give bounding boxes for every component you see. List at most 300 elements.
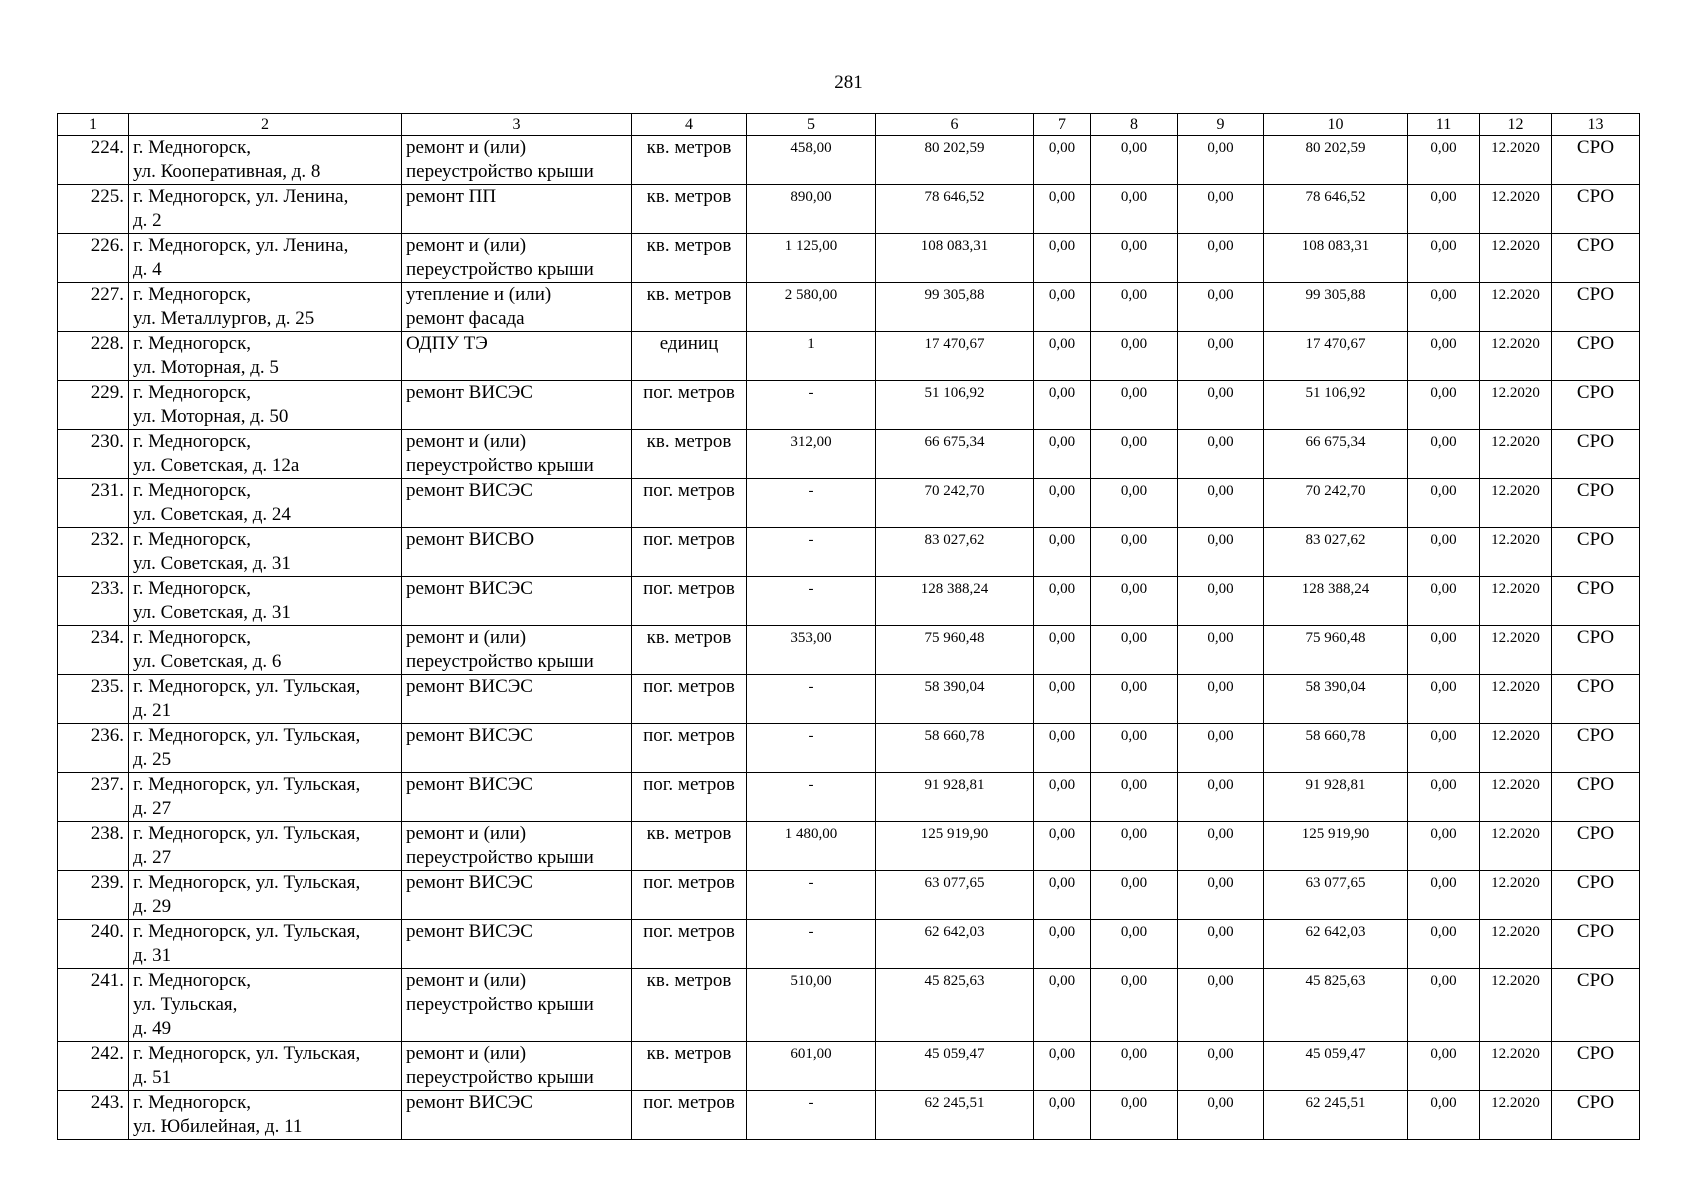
row-number: 243. (58, 1091, 129, 1140)
value-cell-12: 12.2020 (1480, 430, 1552, 479)
value-cell-11: 0,00 (1408, 1091, 1480, 1140)
executor-cell: СРО (1552, 1042, 1640, 1091)
address-line: г. Медногорск, ул. Ленина, (133, 186, 349, 207)
work-type-line: ремонт и (или) (406, 137, 527, 158)
value-cell-7: 0,00 (1034, 969, 1091, 1042)
value-cell-8: 0,00 (1091, 283, 1178, 332)
value-cell-5: - (747, 381, 876, 430)
value-cell-5: - (747, 479, 876, 528)
value-cell-9: 0,00 (1178, 234, 1264, 283)
work-type-line: ремонт ВИСЭС (406, 480, 533, 501)
value-cell-6: 58 390,04 (876, 675, 1034, 724)
value-cell-9: 0,00 (1178, 822, 1264, 871)
address-cell (129, 332, 402, 381)
work-type-cell (402, 675, 632, 724)
value-cell-6: 80 202,59 (876, 136, 1034, 185)
value-cell-5: - (747, 920, 876, 969)
value-cell-9: 0,00 (1178, 528, 1264, 577)
address-line: г. Медногорск, ул. Тульская, (133, 921, 361, 942)
executor-cell: СРО (1552, 479, 1640, 528)
row-number: 230. (58, 430, 129, 479)
value-cell-10: 80 202,59 (1264, 136, 1408, 185)
value-cell-5: - (747, 675, 876, 724)
work-type-line: переустройство крыши (406, 1067, 594, 1088)
value-cell-5: 510,00 (747, 969, 876, 1042)
unit-cell: кв. метров (632, 185, 747, 234)
row-number: 233. (58, 577, 129, 626)
row-number: 229. (58, 381, 129, 430)
table-row (58, 773, 1640, 822)
value-cell-8: 0,00 (1091, 185, 1178, 234)
value-cell-12: 12.2020 (1480, 920, 1552, 969)
row-number: 238. (58, 822, 129, 871)
work-type-cell (402, 234, 632, 283)
table-row (58, 185, 1640, 234)
value-cell-5: 890,00 (747, 185, 876, 234)
unit-cell: единиц (632, 332, 747, 381)
address-line: ул. Моторная, д. 50 (133, 406, 289, 427)
executor-cell: СРО (1552, 234, 1640, 283)
value-cell-8: 0,00 (1091, 234, 1178, 283)
work-type-line: ОДПУ ТЭ (406, 333, 488, 354)
value-cell-7: 0,00 (1034, 528, 1091, 577)
row-number: 227. (58, 283, 129, 332)
address-line: ул. Советская, д. 24 (133, 504, 291, 525)
value-cell-12: 12.2020 (1480, 234, 1552, 283)
value-cell-7: 0,00 (1034, 871, 1091, 920)
value-cell-8: 0,00 (1091, 332, 1178, 381)
value-cell-11: 0,00 (1408, 381, 1480, 430)
work-type-cell (402, 871, 632, 920)
address-cell (129, 283, 402, 332)
value-cell-6: 63 077,65 (876, 871, 1034, 920)
value-cell-6: 78 646,52 (876, 185, 1034, 234)
value-cell-12: 12.2020 (1480, 283, 1552, 332)
unit-cell: пог. метров (632, 528, 747, 577)
unit-cell: кв. метров (632, 283, 747, 332)
table-row (58, 871, 1640, 920)
executor-cell: СРО (1552, 283, 1640, 332)
table-row (58, 675, 1640, 724)
value-cell-10: 62 245,51 (1264, 1091, 1408, 1140)
value-cell-8: 0,00 (1091, 724, 1178, 773)
value-cell-11: 0,00 (1408, 283, 1480, 332)
work-type-line: переустройство крыши (406, 994, 594, 1015)
column-header-7: 7 (1034, 114, 1091, 136)
executor-cell: СРО (1552, 724, 1640, 773)
work-type-cell (402, 430, 632, 479)
value-cell-11: 0,00 (1408, 969, 1480, 1042)
address-cell (129, 381, 402, 430)
value-cell-12: 12.2020 (1480, 822, 1552, 871)
registry-table (57, 113, 1640, 1140)
address-line: г. Медногорск, ул. Тульская, (133, 725, 361, 746)
value-cell-11: 0,00 (1408, 871, 1480, 920)
executor-cell: СРО (1552, 430, 1640, 479)
row-number: 237. (58, 773, 129, 822)
value-cell-11: 0,00 (1408, 185, 1480, 234)
value-cell-7: 0,00 (1034, 822, 1091, 871)
column-header-9: 9 (1178, 114, 1264, 136)
row-number: 226. (58, 234, 129, 283)
work-type-line: ремонт и (или) (406, 627, 527, 648)
value-cell-10: 70 242,70 (1264, 479, 1408, 528)
value-cell-6: 51 106,92 (876, 381, 1034, 430)
address-line: д. 2 (133, 210, 162, 231)
work-type-line: ремонт ВИСЭС (406, 1092, 533, 1113)
address-cell (129, 577, 402, 626)
value-cell-5: - (747, 1091, 876, 1140)
value-cell-10: 17 470,67 (1264, 332, 1408, 381)
unit-cell: пог. метров (632, 871, 747, 920)
address-line: г. Медногорск, ул. Тульская, (133, 1043, 361, 1064)
work-type-line: ремонт ВИСЭС (406, 676, 533, 697)
table-row (58, 822, 1640, 871)
value-cell-11: 0,00 (1408, 234, 1480, 283)
value-cell-12: 12.2020 (1480, 1091, 1552, 1140)
value-cell-12: 12.2020 (1480, 773, 1552, 822)
column-header-4: 4 (632, 114, 747, 136)
work-type-line: ремонт ВИСЭС (406, 872, 533, 893)
work-type-line: ремонт ВИСЭС (406, 725, 533, 746)
value-cell-9: 0,00 (1178, 136, 1264, 185)
address-line: д. 27 (133, 847, 172, 868)
unit-cell: кв. метров (632, 969, 747, 1042)
value-cell-5: - (747, 724, 876, 773)
address-line: г. Медногорск, ул. Тульская, (133, 823, 361, 844)
work-type-cell (402, 136, 632, 185)
value-cell-9: 0,00 (1178, 381, 1264, 430)
column-header-6: 6 (876, 114, 1034, 136)
value-cell-7: 0,00 (1034, 1042, 1091, 1091)
value-cell-5: 2 580,00 (747, 283, 876, 332)
work-type-cell (402, 577, 632, 626)
unit-cell: кв. метров (632, 430, 747, 479)
unit-cell: кв. метров (632, 822, 747, 871)
value-cell-10: 58 660,78 (1264, 724, 1408, 773)
work-type-line: ремонт ВИСЭС (406, 578, 533, 599)
value-cell-10: 75 960,48 (1264, 626, 1408, 675)
address-line: г. Медногорск, (133, 431, 252, 452)
value-cell-9: 0,00 (1178, 1091, 1264, 1140)
value-cell-9: 0,00 (1178, 185, 1264, 234)
work-type-line: ремонт ВИСЭС (406, 774, 533, 795)
value-cell-11: 0,00 (1408, 822, 1480, 871)
value-cell-9: 0,00 (1178, 969, 1264, 1042)
page-number: 281 (834, 72, 863, 93)
executor-cell: СРО (1552, 675, 1640, 724)
address-line: г. Медногорск, (133, 578, 252, 599)
value-cell-6: 108 083,31 (876, 234, 1034, 283)
value-cell-12: 12.2020 (1480, 724, 1552, 773)
value-cell-5: 312,00 (747, 430, 876, 479)
row-number: 239. (58, 871, 129, 920)
table-row (58, 1091, 1640, 1140)
column-header-13: 13 (1552, 114, 1640, 136)
address-cell (129, 724, 402, 773)
value-cell-9: 0,00 (1178, 920, 1264, 969)
address-line: ул. Советская, д. 31 (133, 602, 291, 623)
work-type-cell (402, 969, 632, 1042)
address-cell (129, 920, 402, 969)
work-type-line: переустройство крыши (406, 847, 594, 868)
address-cell (129, 1042, 402, 1091)
value-cell-12: 12.2020 (1480, 185, 1552, 234)
row-number: 240. (58, 920, 129, 969)
row-number: 224. (58, 136, 129, 185)
value-cell-7: 0,00 (1034, 332, 1091, 381)
value-cell-7: 0,00 (1034, 381, 1091, 430)
value-cell-12: 12.2020 (1480, 479, 1552, 528)
value-cell-5: 601,00 (747, 1042, 876, 1091)
table-row (58, 479, 1640, 528)
address-line: г. Медногорск, ул. Ленина, (133, 235, 349, 256)
value-cell-7: 0,00 (1034, 136, 1091, 185)
address-line: ул. Советская, д. 12а (133, 455, 300, 476)
value-cell-6: 45 059,47 (876, 1042, 1034, 1091)
unit-cell: кв. метров (632, 136, 747, 185)
value-cell-5: 353,00 (747, 626, 876, 675)
value-cell-7: 0,00 (1034, 283, 1091, 332)
unit-cell: пог. метров (632, 724, 747, 773)
work-type-line: переустройство крыши (406, 651, 594, 672)
value-cell-10: 83 027,62 (1264, 528, 1408, 577)
value-cell-11: 0,00 (1408, 577, 1480, 626)
work-type-line: утепление и (или) (406, 284, 552, 305)
value-cell-11: 0,00 (1408, 136, 1480, 185)
value-cell-6: 45 825,63 (876, 969, 1034, 1042)
value-cell-10: 91 928,81 (1264, 773, 1408, 822)
unit-cell: пог. метров (632, 479, 747, 528)
address-cell (129, 773, 402, 822)
value-cell-8: 0,00 (1091, 871, 1178, 920)
executor-cell: СРО (1552, 577, 1640, 626)
value-cell-7: 0,00 (1034, 724, 1091, 773)
value-cell-7: 0,00 (1034, 773, 1091, 822)
work-type-cell (402, 626, 632, 675)
value-cell-8: 0,00 (1091, 136, 1178, 185)
work-type-line: ремонт и (или) (406, 970, 527, 991)
value-cell-12: 12.2020 (1480, 136, 1552, 185)
value-cell-10: 51 106,92 (1264, 381, 1408, 430)
value-cell-11: 0,00 (1408, 1042, 1480, 1091)
value-cell-12: 12.2020 (1480, 871, 1552, 920)
value-cell-6: 62 642,03 (876, 920, 1034, 969)
table-row (58, 136, 1640, 185)
executor-cell: СРО (1552, 136, 1640, 185)
value-cell-11: 0,00 (1408, 479, 1480, 528)
row-number: 235. (58, 675, 129, 724)
value-cell-6: 128 388,24 (876, 577, 1034, 626)
unit-cell: кв. метров (632, 1042, 747, 1091)
work-type-line: ремонт ВИСЭС (406, 921, 533, 942)
value-cell-9: 0,00 (1178, 479, 1264, 528)
address-cell (129, 675, 402, 724)
value-cell-7: 0,00 (1034, 626, 1091, 675)
address-cell (129, 822, 402, 871)
address-cell (129, 871, 402, 920)
table-row (58, 528, 1640, 577)
value-cell-12: 12.2020 (1480, 626, 1552, 675)
executor-cell: СРО (1552, 920, 1640, 969)
value-cell-6: 91 928,81 (876, 773, 1034, 822)
value-cell-9: 0,00 (1178, 773, 1264, 822)
unit-cell: пог. метров (632, 577, 747, 626)
address-line: г. Медногорск, (133, 382, 252, 403)
work-type-cell (402, 822, 632, 871)
value-cell-8: 0,00 (1091, 1042, 1178, 1091)
executor-cell: СРО (1552, 381, 1640, 430)
value-cell-7: 0,00 (1034, 1091, 1091, 1140)
work-type-line: ремонт ВИСВО (406, 529, 535, 550)
work-type-line: ремонт и (или) (406, 1043, 527, 1064)
work-type-line: ремонт и (или) (406, 431, 527, 452)
value-cell-7: 0,00 (1034, 234, 1091, 283)
table-header (58, 114, 1640, 136)
work-type-line: ремонт ВИСЭС (406, 382, 533, 403)
value-cell-5: 1 125,00 (747, 234, 876, 283)
value-cell-6: 62 245,51 (876, 1091, 1034, 1140)
address-cell (129, 969, 402, 1042)
executor-cell: СРО (1552, 969, 1640, 1042)
value-cell-10: 45 825,63 (1264, 969, 1408, 1042)
table-row (58, 626, 1640, 675)
value-cell-5: - (747, 528, 876, 577)
address-line: д. 31 (133, 945, 172, 966)
value-cell-5: - (747, 871, 876, 920)
work-type-line: ремонт и (или) (406, 823, 527, 844)
address-line: г. Медногорск, ул. Тульская, (133, 872, 361, 893)
address-line: ул. Кооперативная, д. 8 (133, 161, 321, 182)
work-type-line: переустройство крыши (406, 455, 594, 476)
value-cell-9: 0,00 (1178, 626, 1264, 675)
work-type-cell (402, 1042, 632, 1091)
table-row (58, 969, 1640, 1042)
row-number: 241. (58, 969, 129, 1042)
value-cell-6: 99 305,88 (876, 283, 1034, 332)
work-type-cell (402, 528, 632, 577)
value-cell-7: 0,00 (1034, 920, 1091, 969)
work-type-line: ремонт фасада (406, 308, 525, 329)
value-cell-8: 0,00 (1091, 675, 1178, 724)
value-cell-7: 0,00 (1034, 577, 1091, 626)
value-cell-11: 0,00 (1408, 332, 1480, 381)
table-row (58, 430, 1640, 479)
value-cell-6: 125 919,90 (876, 822, 1034, 871)
executor-cell: СРО (1552, 822, 1640, 871)
table-row (58, 332, 1640, 381)
work-type-line: ремонт и (или) (406, 235, 527, 256)
value-cell-12: 12.2020 (1480, 528, 1552, 577)
address-line: ул. Моторная, д. 5 (133, 357, 279, 378)
address-cell (129, 430, 402, 479)
table-body (58, 136, 1640, 1140)
value-cell-8: 0,00 (1091, 430, 1178, 479)
address-line: г. Медногорск, ул. Тульская, (133, 676, 361, 697)
value-cell-10: 66 675,34 (1264, 430, 1408, 479)
value-cell-12: 12.2020 (1480, 381, 1552, 430)
value-cell-9: 0,00 (1178, 675, 1264, 724)
work-type-cell (402, 920, 632, 969)
value-cell-11: 0,00 (1408, 626, 1480, 675)
work-type-cell (402, 773, 632, 822)
value-cell-10: 128 388,24 (1264, 577, 1408, 626)
row-number: 242. (58, 1042, 129, 1091)
unit-cell: пог. метров (632, 773, 747, 822)
table-row (58, 283, 1640, 332)
address-line: ул. Юбилейная, д. 11 (133, 1116, 303, 1137)
value-cell-7: 0,00 (1034, 675, 1091, 724)
address-line: г. Медногорск, (133, 333, 252, 354)
value-cell-8: 0,00 (1091, 479, 1178, 528)
work-type-line: ремонт ПП (406, 186, 497, 207)
executor-cell: СРО (1552, 626, 1640, 675)
address-line: д. 51 (133, 1067, 172, 1088)
value-cell-5: - (747, 577, 876, 626)
column-header-1: 1 (58, 114, 129, 136)
row-number: 228. (58, 332, 129, 381)
value-cell-6: 66 675,34 (876, 430, 1034, 479)
address-line: г. Медногорск, ул. Тульская, (133, 774, 361, 795)
value-cell-10: 78 646,52 (1264, 185, 1408, 234)
table-row (58, 381, 1640, 430)
value-cell-8: 0,00 (1091, 1091, 1178, 1140)
value-cell-10: 58 390,04 (1264, 675, 1408, 724)
row-number: 234. (58, 626, 129, 675)
value-cell-9: 0,00 (1178, 577, 1264, 626)
value-cell-11: 0,00 (1408, 675, 1480, 724)
address-line: ул. Металлургов, д. 25 (133, 308, 315, 329)
table-row (58, 234, 1640, 283)
column-header-5: 5 (747, 114, 876, 136)
value-cell-6: 17 470,67 (876, 332, 1034, 381)
value-cell-8: 0,00 (1091, 577, 1178, 626)
address-line: г. Медногорск, (133, 529, 252, 550)
value-cell-9: 0,00 (1178, 724, 1264, 773)
value-cell-6: 58 660,78 (876, 724, 1034, 773)
value-cell-12: 12.2020 (1480, 577, 1552, 626)
value-cell-8: 0,00 (1091, 381, 1178, 430)
table-row (58, 724, 1640, 773)
value-cell-6: 83 027,62 (876, 528, 1034, 577)
column-header-8: 8 (1091, 114, 1178, 136)
value-cell-11: 0,00 (1408, 920, 1480, 969)
address-cell (129, 479, 402, 528)
header-row (58, 114, 1640, 136)
table-row (58, 1042, 1640, 1091)
row-number: 236. (58, 724, 129, 773)
value-cell-12: 12.2020 (1480, 332, 1552, 381)
value-cell-10: 108 083,31 (1264, 234, 1408, 283)
value-cell-10: 45 059,47 (1264, 1042, 1408, 1091)
value-cell-11: 0,00 (1408, 724, 1480, 773)
address-line: д. 27 (133, 798, 172, 819)
value-cell-11: 0,00 (1408, 430, 1480, 479)
value-cell-11: 0,00 (1408, 528, 1480, 577)
value-cell-8: 0,00 (1091, 528, 1178, 577)
work-type-cell (402, 1091, 632, 1140)
value-cell-8: 0,00 (1091, 822, 1178, 871)
column-header-10: 10 (1264, 114, 1408, 136)
address-line: д. 29 (133, 896, 172, 917)
value-cell-8: 0,00 (1091, 920, 1178, 969)
row-number: 225. (58, 185, 129, 234)
work-type-line: переустройство крыши (406, 259, 594, 280)
work-type-cell (402, 479, 632, 528)
value-cell-10: 125 919,90 (1264, 822, 1408, 871)
value-cell-12: 12.2020 (1480, 675, 1552, 724)
value-cell-10: 62 642,03 (1264, 920, 1408, 969)
